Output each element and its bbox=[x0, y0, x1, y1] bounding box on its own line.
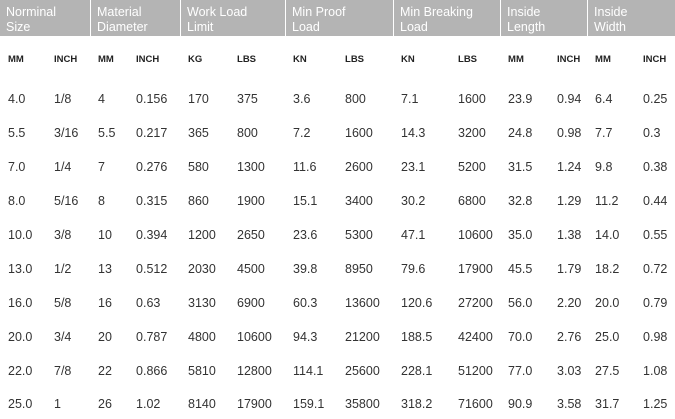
table-cell: 23.9 bbox=[508, 92, 533, 106]
unit-label: MM bbox=[595, 53, 611, 65]
table-cell: 8.0 bbox=[8, 194, 26, 208]
table-cell: 11.6 bbox=[293, 160, 317, 174]
table-cell: 35800 bbox=[345, 396, 380, 411]
table-cell: 6.4 bbox=[595, 92, 613, 106]
table-cell: 3400 bbox=[345, 194, 373, 208]
table-cell: 0.217 bbox=[136, 126, 168, 140]
table-cell: 0.55 bbox=[643, 228, 668, 242]
table-cell: 30.2 bbox=[401, 194, 426, 208]
unit-label: LBS bbox=[237, 53, 257, 65]
table-row bbox=[0, 354, 675, 388]
table-cell: 3.6 bbox=[293, 92, 311, 106]
table-cell: 7 bbox=[98, 160, 105, 174]
table-cell: 17900 bbox=[237, 396, 272, 411]
table-cell: 23.6 bbox=[293, 228, 318, 242]
table-cell: 0.38 bbox=[643, 160, 668, 174]
table-cell: 13.0 bbox=[8, 262, 33, 276]
header-inside-length bbox=[500, 0, 587, 36]
table-cell: 10 bbox=[98, 228, 112, 242]
header-label-line1: Inside bbox=[507, 5, 541, 19]
table-cell: 228.1 bbox=[401, 364, 433, 378]
table-cell: 45.5 bbox=[508, 262, 533, 276]
table-cell: 1600 bbox=[458, 92, 486, 106]
table-cell: 0.866 bbox=[136, 364, 168, 378]
unit-label: MM bbox=[98, 53, 114, 65]
table-cell: 6800 bbox=[458, 194, 486, 208]
table-cell: 42400 bbox=[458, 330, 493, 344]
unit-label: KN bbox=[401, 53, 415, 65]
table-row bbox=[0, 286, 675, 320]
unit-label: LBS bbox=[458, 53, 478, 65]
table-cell: 3.58 bbox=[557, 396, 582, 411]
table-cell: 318.2 bbox=[401, 396, 433, 411]
table-cell: 31.7 bbox=[595, 396, 620, 411]
table-cell: 94.3 bbox=[293, 330, 318, 344]
table-cell: 5/8 bbox=[54, 296, 72, 310]
header-label-line1: Min Breaking bbox=[400, 5, 473, 19]
table-cell: 31.5 bbox=[508, 160, 533, 174]
table-cell: 90.9 bbox=[508, 396, 533, 411]
header-label-line1: Inside bbox=[594, 5, 628, 19]
table-cell: 3/4 bbox=[54, 330, 72, 344]
table-cell: 13 bbox=[98, 262, 112, 276]
table-cell: 71600 bbox=[458, 396, 493, 411]
unit-label: INCH bbox=[136, 53, 160, 65]
table-cell: 9.8 bbox=[595, 160, 613, 174]
table-cell: 8950 bbox=[345, 262, 373, 276]
table-cell: 4 bbox=[98, 92, 105, 106]
table-cell: 56.0 bbox=[508, 296, 533, 310]
table-cell: 22.0 bbox=[8, 364, 33, 378]
unit-label: MM bbox=[508, 53, 524, 65]
table-cell: 27.5 bbox=[595, 364, 620, 378]
table-cell: 0.44 bbox=[643, 194, 668, 208]
table-row bbox=[0, 116, 675, 150]
table-cell: 24.8 bbox=[508, 126, 533, 140]
table-cell: 159.1 bbox=[293, 396, 325, 411]
table-cell: 39.8 bbox=[293, 262, 318, 276]
table-cell: 35.0 bbox=[508, 228, 533, 242]
group-header-row bbox=[0, 0, 675, 36]
table-cell: 10600 bbox=[458, 228, 493, 242]
table-cell: 4.0 bbox=[8, 92, 26, 106]
table-row bbox=[0, 218, 675, 252]
unit-label: KG bbox=[188, 53, 203, 65]
table-row bbox=[0, 82, 675, 116]
table-cell: 5200 bbox=[458, 160, 486, 174]
unit-label: INCH bbox=[54, 53, 78, 65]
table-row bbox=[0, 184, 675, 218]
table-cell: 27200 bbox=[458, 296, 493, 310]
table-cell: 79.6 bbox=[401, 262, 426, 276]
table-cell: 2030 bbox=[188, 262, 216, 276]
table-cell: 25.0 bbox=[8, 396, 33, 411]
table-cell: 1 bbox=[54, 396, 61, 411]
table-cell: 4500 bbox=[237, 262, 265, 276]
table-cell: 60.3 bbox=[293, 296, 318, 310]
table-cell: 0.156 bbox=[136, 92, 168, 106]
table-cell: 14.3 bbox=[401, 126, 426, 140]
table-cell: 0.25 bbox=[643, 92, 668, 106]
table-cell: 5300 bbox=[345, 228, 373, 242]
table-cell: 114.1 bbox=[293, 364, 324, 378]
table-cell: 7.0 bbox=[8, 160, 26, 174]
table-cell: 0.72 bbox=[643, 262, 668, 276]
table-cell: 7.1 bbox=[401, 92, 419, 106]
table-cell: 0.512 bbox=[136, 262, 168, 276]
table-cell: 20.0 bbox=[8, 330, 33, 344]
table-cell: 32.8 bbox=[508, 194, 533, 208]
table-cell: 2.20 bbox=[557, 296, 582, 310]
table-cell: 21200 bbox=[345, 330, 380, 344]
table-cell: 580 bbox=[188, 160, 209, 174]
unit-header-row bbox=[0, 36, 675, 82]
header-label-line1: Min Proof bbox=[292, 5, 346, 19]
table-cell: 16 bbox=[98, 296, 112, 310]
table-cell: 1.79 bbox=[557, 262, 582, 276]
table-cell: 8140 bbox=[188, 396, 216, 411]
table-cell: 0.394 bbox=[136, 228, 168, 242]
table-cell: 16.0 bbox=[8, 296, 33, 310]
table-cell: 0.787 bbox=[136, 330, 168, 344]
table-cell: 26 bbox=[98, 396, 112, 411]
table-cell: 3130 bbox=[188, 296, 216, 310]
header-label-line1: Norminal bbox=[6, 5, 57, 19]
table-cell: 365 bbox=[188, 126, 209, 140]
table-cell: 0.98 bbox=[643, 330, 668, 344]
table-cell: 13600 bbox=[345, 296, 380, 310]
header-label-line2: Limit bbox=[187, 20, 214, 34]
table-cell: 0.315 bbox=[136, 194, 168, 208]
table-cell: 3.03 bbox=[557, 364, 582, 378]
table-cell: 25600 bbox=[345, 364, 380, 378]
header-label-line2: Load bbox=[292, 20, 320, 34]
header-label-line2: Length bbox=[507, 20, 546, 34]
table-cell: 188.5 bbox=[401, 330, 433, 344]
table-cell: 5/16 bbox=[54, 194, 79, 208]
table-cell: 0.276 bbox=[136, 160, 168, 174]
table-cell: 800 bbox=[237, 126, 258, 140]
table-cell: 22 bbox=[98, 364, 112, 378]
unit-label: INCH bbox=[643, 53, 667, 65]
table-cell: 375 bbox=[237, 92, 258, 106]
table-cell: 1.38 bbox=[557, 228, 582, 242]
table-cell: 1200 bbox=[188, 228, 216, 242]
header-label-line2: Diameter bbox=[97, 20, 148, 34]
table-cell: 25.0 bbox=[595, 330, 620, 344]
table-cell: 1/2 bbox=[54, 262, 72, 276]
table-cell: 1.08 bbox=[643, 364, 668, 378]
table-cell: 3200 bbox=[458, 126, 486, 140]
table-cell: 14.0 bbox=[595, 228, 620, 242]
table-cell: 1600 bbox=[345, 126, 373, 140]
table-cell: 1300 bbox=[237, 160, 265, 174]
table-cell: 860 bbox=[188, 194, 209, 208]
table-cell: 20.0 bbox=[595, 296, 620, 310]
header-min-breaking-load bbox=[393, 0, 500, 36]
header-min-proof-load bbox=[285, 0, 393, 36]
table-cell: 1.02 bbox=[136, 396, 161, 411]
table-cell: 15.1 bbox=[293, 194, 318, 208]
unit-label: LBS bbox=[345, 53, 365, 65]
table-cell: 5.5 bbox=[98, 126, 116, 140]
table-cell: 17900 bbox=[458, 262, 493, 276]
table-cell: 10600 bbox=[237, 330, 272, 344]
header-nominal-size bbox=[0, 0, 90, 36]
table-row bbox=[0, 320, 675, 354]
header-label-line1: Material bbox=[97, 5, 142, 19]
table-cell: 2.76 bbox=[557, 330, 582, 344]
table-cell: 2650 bbox=[237, 228, 265, 242]
table-cell: 7.2 bbox=[293, 126, 311, 140]
table-row bbox=[0, 150, 675, 184]
unit-label: KN bbox=[293, 53, 307, 65]
table-cell: 77.0 bbox=[508, 364, 533, 378]
header-label-line2: Width bbox=[594, 20, 626, 34]
table-cell: 10.0 bbox=[8, 228, 33, 242]
table-body bbox=[0, 82, 675, 419]
header-label-line2: Size bbox=[6, 20, 31, 34]
table-cell: 12800 bbox=[237, 364, 272, 378]
table-cell: 120.6 bbox=[401, 296, 433, 310]
table-cell: 1/4 bbox=[54, 160, 72, 174]
table-row bbox=[0, 388, 675, 419]
table-cell: 5.5 bbox=[8, 126, 26, 140]
unit-label: MM bbox=[8, 53, 24, 65]
header-material-diameter bbox=[90, 0, 180, 36]
header-label-line2: Load bbox=[400, 20, 428, 34]
table-cell: 0.94 bbox=[557, 92, 582, 106]
header-inside-width bbox=[587, 0, 675, 36]
header-work-load-limit bbox=[180, 0, 285, 36]
table-cell: 7/8 bbox=[54, 364, 72, 378]
table-cell: 2600 bbox=[345, 160, 373, 174]
table-cell: 23.1 bbox=[401, 160, 426, 174]
table-cell: 1900 bbox=[237, 194, 265, 208]
table-cell: 1/8 bbox=[54, 92, 72, 106]
table-cell: 4800 bbox=[188, 330, 216, 344]
table-cell: 11.2 bbox=[595, 194, 619, 208]
table-cell: 0.3 bbox=[643, 126, 661, 140]
table-cell: 51200 bbox=[458, 364, 493, 378]
table-cell: 47.1 bbox=[401, 228, 426, 242]
table-cell: 800 bbox=[345, 92, 366, 106]
table-cell: 1.29 bbox=[557, 194, 582, 208]
table-cell: 8 bbox=[98, 194, 105, 208]
table-cell: 170 bbox=[188, 92, 209, 106]
table-row bbox=[0, 252, 675, 286]
table-cell: 70.0 bbox=[508, 330, 533, 344]
table-cell: 18.2 bbox=[595, 262, 620, 276]
header-label-line1: Work Load bbox=[187, 5, 248, 19]
table-cell: 5810 bbox=[188, 364, 216, 378]
table-cell: 6900 bbox=[237, 296, 265, 310]
table-cell: 1.25 bbox=[643, 396, 668, 411]
table-cell: 1.24 bbox=[557, 160, 582, 174]
table-cell: 20 bbox=[98, 330, 112, 344]
table-cell: 3/8 bbox=[54, 228, 72, 242]
table-cell: 0.79 bbox=[643, 296, 668, 310]
unit-label: INCH bbox=[557, 53, 581, 65]
table-cell: 7.7 bbox=[595, 126, 613, 140]
table-cell: 3/16 bbox=[54, 126, 79, 140]
table-cell: 0.63 bbox=[136, 296, 161, 310]
table-cell: 0.98 bbox=[557, 126, 582, 140]
